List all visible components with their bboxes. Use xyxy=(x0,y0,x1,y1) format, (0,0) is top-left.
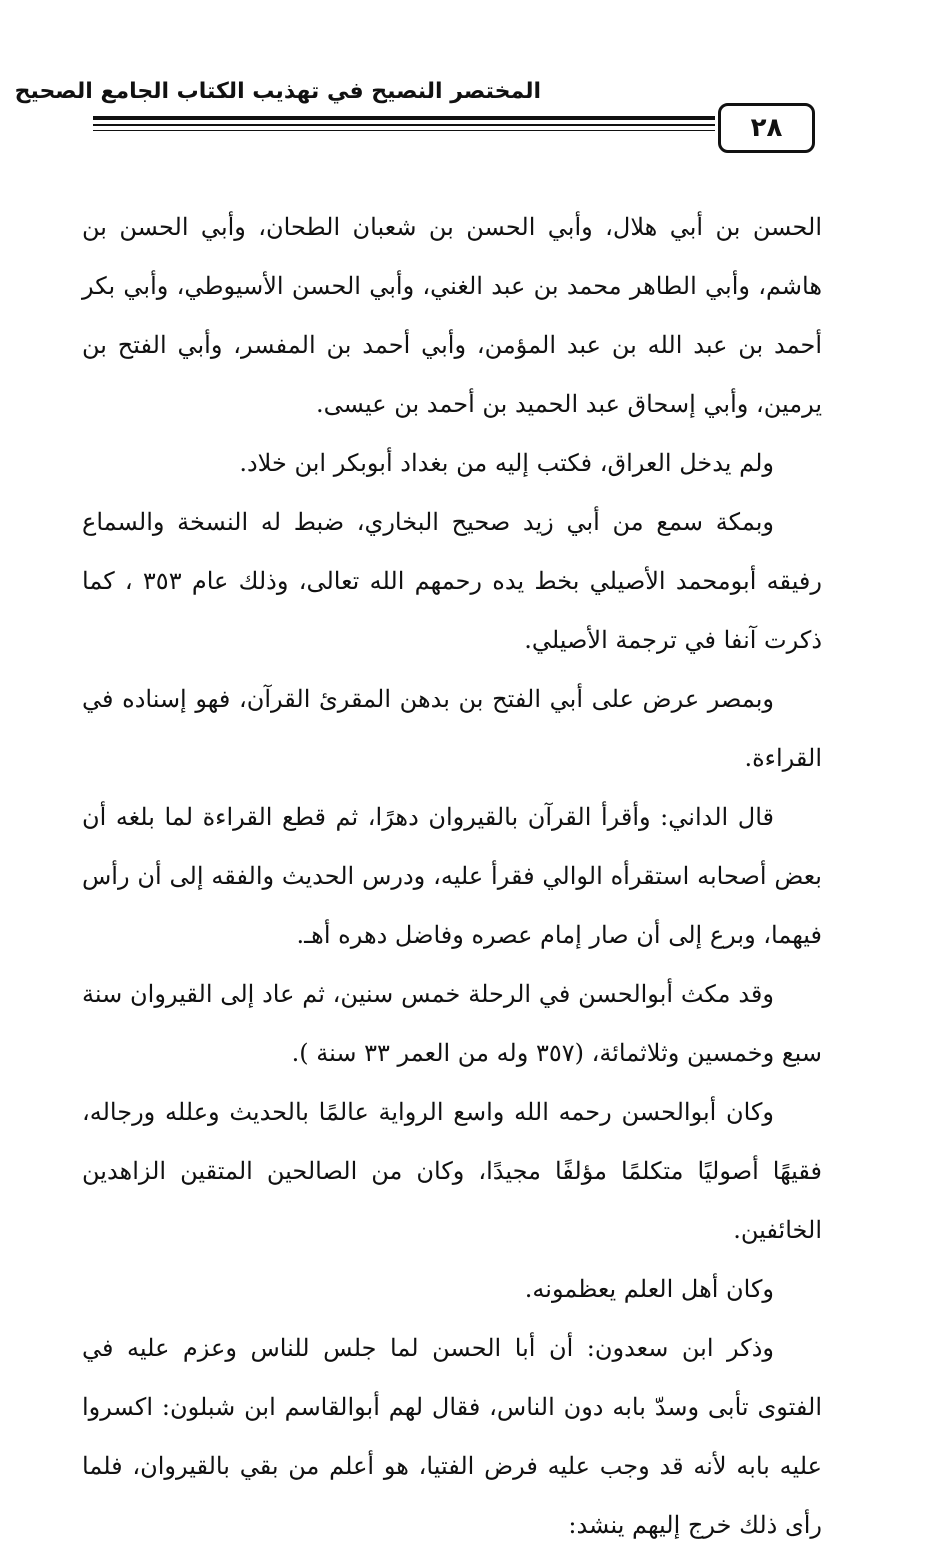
paragraph: وكان أهل العلم يعظمونه. xyxy=(524,1275,774,1303)
header-rule xyxy=(93,124,715,126)
paragraph: قال الداني: وأقرأ القرآن بالقيروان دهرًا، ثم قطع القراءة لما بلغه أن بعض أصحابه استقرأه الوالي فقرأ عليه، ودرس الحديث والفقه إلى أن رأس فيهما، وبرع إلى أن صار إمام عصره وفاضل دهره أهـ. xyxy=(82,803,822,949)
paragraph: وبمكة سمع من أبي زيد صحيح البخاري، ضبط له النسخة والسماع رفيقه أبومحمد الأصيلي بخط يده رحمهم الله تعالى، وذلك عام ٣٥٣ ، كما ذكرت آنفا في ترجمة الأصيلي. xyxy=(82,508,822,654)
paragraph: وكان أبوالحسن رحمه الله واسع الرواية عالمًا بالحديث وعلله ورجاله، فقيهًا أصوليًا متكلمًا مؤلفًا مجيدًا، وكان من الصالحين المتقين الزاهدين الخائفين. xyxy=(82,1098,822,1244)
page-number: ٢٨ xyxy=(718,103,815,153)
header-rule xyxy=(93,130,715,131)
header-rule xyxy=(93,116,715,120)
paragraph: ولم يدخل العراق، فكتب إليه من بغداد أبوبكر ابن خلاد. xyxy=(239,449,774,477)
paragraph: وبمصر عرض على أبي الفتح بن بدهن المقرئ القرآن، فهو إسناده في القراءة. xyxy=(82,685,822,772)
body-text xyxy=(82,198,822,1555)
paragraph: الحسن بن أبي هلال، وأبي الحسن بن شعبان الطحان، وأبي الحسن بن هاشم، وأبي الطاهر محمد بن عبد الغني، وأبي الحسن الأسيوطي، وأبي بكر أحمد بن عبد الله بن عبد المؤمن، وأبي أحمد بن المفسر، وأبي الفتح بن يرمين، وأبي إسحاق عبد الحميد بن أحمد بن عيسى. xyxy=(82,213,823,418)
paragraph: وذكر ابن سعدون: أن أبا الحسن لما جلس للناس وعزم عليه في الفتوى تأبى وسدّ بابه دون الناس، فقال لهم أبوالقاسم ابن شبلون: اكسروا عليه بابه لأنه قد وجب عليه فرض الفتيا، هو أعلم من بقي بالقيروان، فلما رأى ذلك خرج إليهم ينشد: xyxy=(82,1334,822,1539)
page-header xyxy=(0,0,951,170)
paragraph: وقد مكث أبوالحسن في الرحلة خمس سنين، ثم عاد إلى القيروان سنة سبع وخمسين وثلاثمائة، (٣٥٧ وله من العمر ٣٣ سنة ). xyxy=(82,980,822,1067)
running-title: المختصر النصيح في تهذيب الكتاب الجامع الصحيح xyxy=(14,79,541,104)
